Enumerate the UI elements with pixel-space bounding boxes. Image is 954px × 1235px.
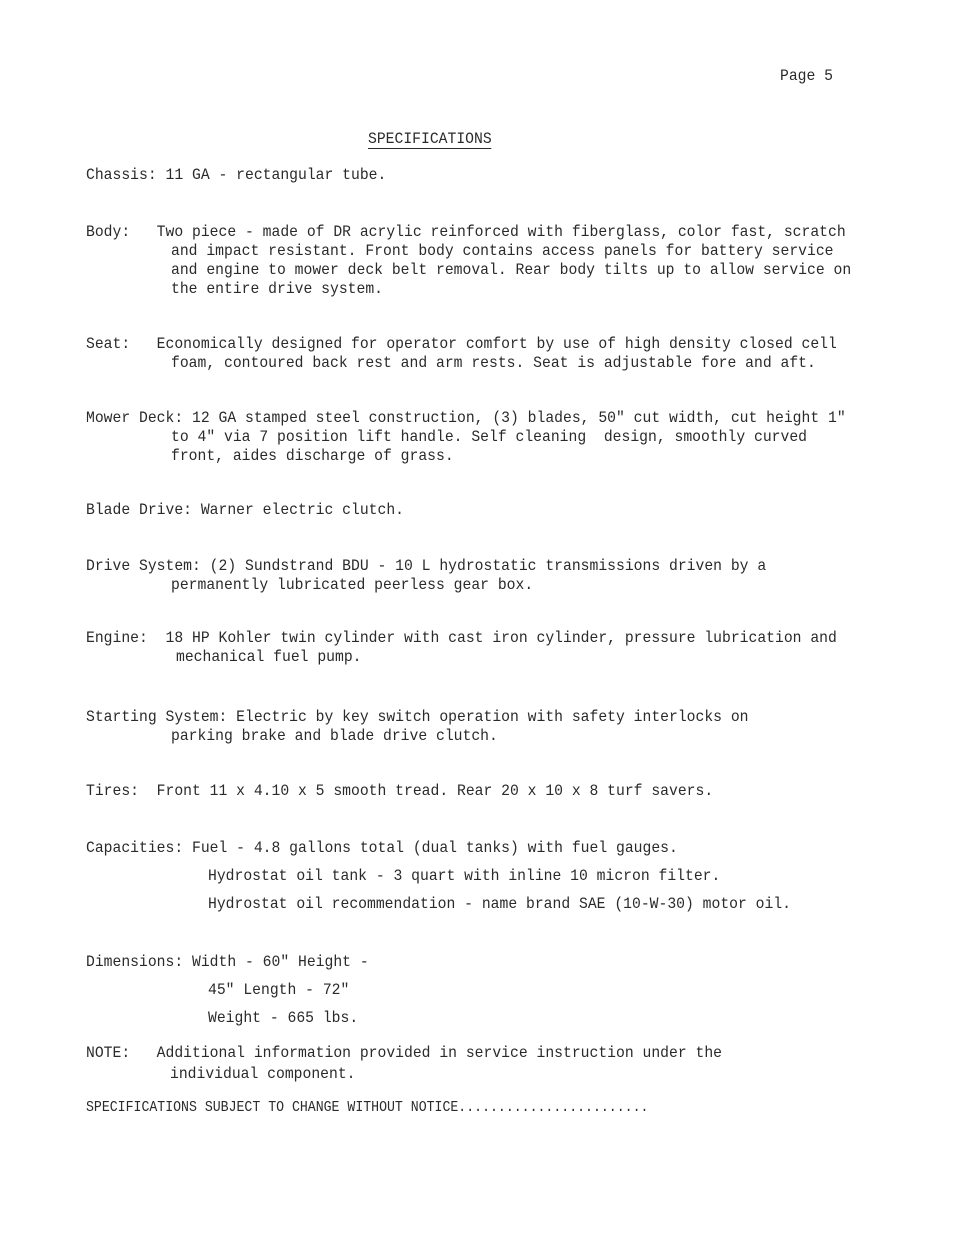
note-line-2: individual component. [170, 1065, 356, 1083]
mower-deck-line-2: to 4" via 7 position lift handle. Self cleaning design, smoothly curved [171, 428, 808, 446]
starting-system-spec [86, 708, 806, 746]
blade-drive-spec [86, 501, 432, 520]
body-line-2: and impact resistant. Front body contains access panels for battery service [171, 242, 834, 260]
tires-spec [86, 782, 768, 801]
mower-deck-spec [86, 409, 912, 466]
page-number: Page 5 [780, 67, 834, 85]
drive-system-line-2: permanently lubricated peerless gear box. [171, 576, 534, 594]
dimensions-line-1: Dimensions: Width - 60" Height - [86, 953, 369, 971]
dimensions-line-2: 45" Length - 72" [208, 981, 350, 999]
note-line-1: NOTE: Additional information provided in service instruction under the [86, 1044, 723, 1062]
body-spec [86, 223, 912, 299]
note-block [86, 1043, 777, 1085]
dimensions-line-3: Weight - 665 lbs. [208, 1009, 359, 1027]
engine-spec [86, 629, 902, 667]
seat-spec [86, 335, 902, 373]
drive-system-spec [86, 557, 825, 595]
engine-line-1: Engine: 18 HP Kohler twin cylinder with cast iron cylinder, pressure lubrication and [86, 629, 837, 647]
footer-text: SPECIFICATIONS SUBJECT TO CHANGE WITHOUT NOTICE........................ [86, 1099, 649, 1116]
chassis-text: Chassis: 11 GA - rectangular tube. [86, 166, 387, 184]
capacities-line-2: Hydrostat oil tank - 3 quart with inline 10 micron filter. [208, 867, 721, 885]
mower-deck-line-1: Mower Deck: 12 GA stamped steel construction, (3) blades, 50" cut width, cut height 1" [86, 409, 846, 427]
starting-system-line-1: Starting System: Electric by key switch operation with safety interlocks on [86, 708, 749, 726]
starting-system-line-2: parking brake and blade drive clutch. [171, 727, 498, 745]
seat-line-1: Seat: Economically designed for operator comfort by use of high density closed cell [86, 335, 837, 353]
tires-text: Tires: Front 11 x 4.10 x 5 smooth tread. Rear 20 x 10 x 8 turf savers. [86, 782, 714, 800]
capacities-spec [86, 834, 842, 918]
capacities-line-1: Capacities: Fuel - 4.8 gallons total (dual tanks) with fuel gauges. [86, 839, 678, 857]
chassis-spec [86, 166, 412, 185]
body-line-3: and engine to mower deck belt removal. Rear body tilts up to allow service on [171, 261, 852, 279]
footer-notice [86, 1098, 725, 1117]
dimensions-spec [86, 948, 393, 1032]
mower-deck-line-3: front, aides discharge of grass. [171, 447, 454, 465]
engine-line-2: mechanical fuel pump. [176, 648, 362, 666]
body-line-1: Body: Two piece - made of DR acrylic reinforced with fiberglass, color fast, scratch [86, 223, 846, 241]
drive-system-line-1: Drive System: (2) Sundstrand BDU - 10 L hydrostatic transmissions driven by a [86, 557, 767, 575]
body-line-4: the entire drive system. [171, 280, 384, 298]
capacities-line-3: Hydrostat oil recommendation - name brand SAE (10-W-30) motor oil. [208, 895, 792, 913]
page-title: SPECIFICATIONS [368, 130, 492, 148]
blade-drive-text: Blade Drive: Warner electric clutch. [86, 501, 405, 519]
seat-line-2: foam, contoured back rest and arm rests. Seat is adjustable fore and aft. [171, 354, 816, 372]
